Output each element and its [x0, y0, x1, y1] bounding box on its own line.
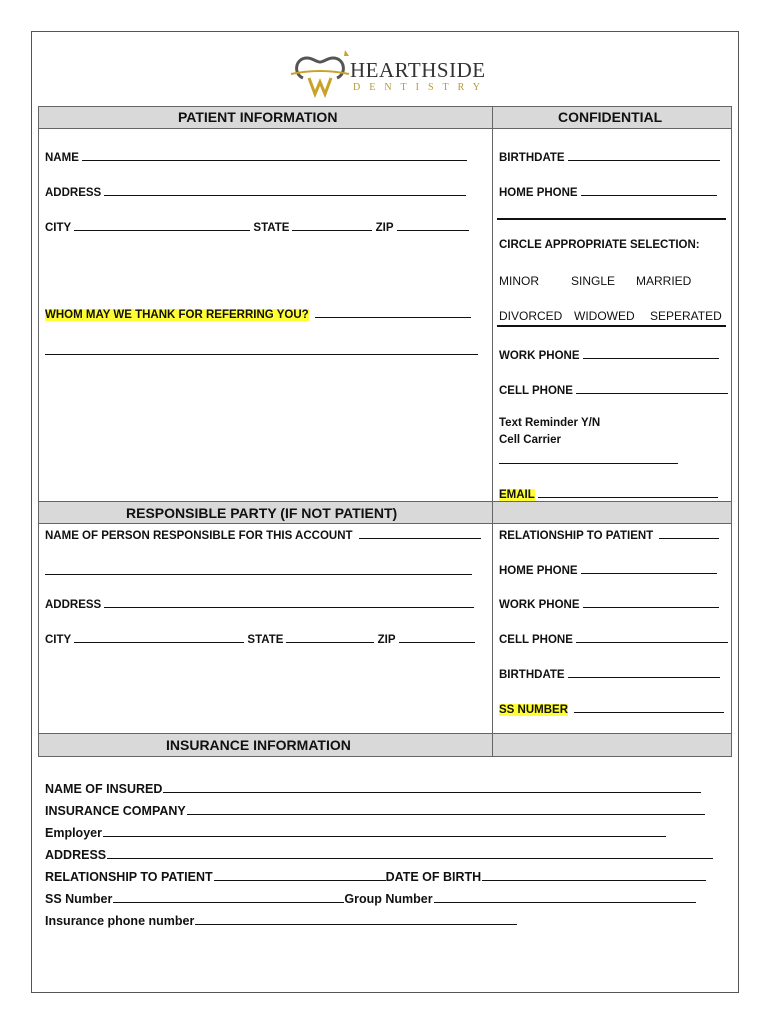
responsible-birthdate-label: BIRTHDATE	[499, 669, 565, 681]
insurance-address-label: ADDRESS	[45, 848, 107, 862]
name-of-insured-field[interactable]	[45, 781, 701, 796]
cell-carrier-line[interactable]	[499, 463, 678, 464]
responsible-name-field[interactable]	[45, 527, 481, 542]
responsible-birthdate-field[interactable]	[499, 666, 720, 681]
responsible-name-line-2[interactable]	[45, 574, 472, 575]
insurance-phone-field[interactable]	[45, 913, 517, 928]
insurance-relationship-label: RELATIONSHIP TO PATIENT	[45, 870, 213, 884]
option-minor[interactable]: MINOR	[499, 274, 539, 288]
insurance-company-label: INSURANCE COMPANY	[45, 804, 186, 818]
patient-name-field[interactable]	[45, 149, 467, 164]
insurance-ss-group-field[interactable]	[45, 891, 696, 906]
confidential-divider-line	[497, 218, 726, 220]
circle-selection-label: CIRCLE APPROPRIATE SELECTION:	[499, 239, 700, 251]
insurance-phone-label: Insurance phone number	[45, 914, 195, 928]
patient-city-label: CITY	[45, 222, 72, 234]
insurance-relationship-dob-field[interactable]	[45, 869, 706, 884]
employer-label: Employer	[45, 826, 102, 840]
patient-info-title: PATIENT INFORMATION	[178, 109, 338, 125]
responsible-party-title: RESPONSIBLE PARTY (IF NOT PATIENT)	[126, 505, 398, 521]
insurance-info-title: INSURANCE INFORMATION	[166, 737, 351, 753]
relationship-label: RELATIONSHIP TO PATIENT	[499, 530, 654, 542]
patient-name-label: NAME	[45, 152, 79, 164]
ss-number-field[interactable]	[499, 701, 724, 716]
work-phone-label: WORK PHONE	[499, 350, 580, 362]
relationship-field[interactable]	[499, 527, 719, 542]
option-seperated[interactable]: SEPERATED	[650, 309, 722, 323]
insurance-info-header-right	[492, 733, 732, 757]
responsible-home-phone-field[interactable]	[499, 562, 717, 577]
marital-options-underline	[497, 325, 726, 327]
option-married[interactable]: MARRIED	[636, 274, 692, 288]
home-phone-field[interactable]	[499, 184, 717, 199]
referral-label: WHOM MAY WE THANK FOR REFERRING YOU?	[45, 309, 309, 321]
responsible-work-phone-field[interactable]	[499, 596, 719, 611]
confidential-title: CONFIDENTIAL	[558, 109, 663, 125]
responsible-address-label: ADDRESS	[45, 599, 102, 611]
responsible-city-label: CITY	[45, 634, 72, 646]
group-number-label: Group Number	[344, 892, 433, 906]
ss-number-label: SS NUMBER	[499, 704, 569, 716]
referral-field[interactable]	[45, 306, 471, 321]
responsible-party-section	[38, 523, 493, 734]
insurance-company-field[interactable]	[45, 803, 705, 818]
birthdate-field[interactable]	[499, 149, 720, 164]
insurance-ss-number-label: SS Number	[45, 892, 113, 906]
brand-subtitle: DENTISTRY	[353, 82, 489, 93]
responsible-name-label: NAME OF PERSON RESPONSIBLE FOR THIS ACCOUNT	[45, 530, 353, 542]
cell-phone-label: CELL PHONE	[499, 385, 573, 397]
responsible-party-header-right	[492, 501, 732, 524]
responsible-work-phone-label: WORK PHONE	[499, 599, 580, 611]
referral-line-2[interactable]	[45, 354, 478, 355]
responsible-home-phone-label: HOME PHONE	[499, 565, 578, 577]
responsible-zip-label: ZIP	[377, 634, 396, 646]
text-reminder-label[interactable]: Text Reminder Y/N	[499, 417, 601, 429]
insurance-address-field[interactable]	[45, 847, 713, 862]
email-label: EMAIL	[499, 489, 535, 501]
brand-name: HEARTHSIDE	[350, 58, 486, 82]
work-phone-field[interactable]	[499, 347, 719, 362]
tooth-logo-icon	[289, 48, 351, 100]
patient-address-label: ADDRESS	[45, 187, 102, 199]
patient-state-label: STATE	[253, 222, 290, 234]
home-phone-label: HOME PHONE	[499, 187, 578, 199]
patient-address-field[interactable]	[45, 184, 466, 199]
cell-phone-field[interactable]	[499, 382, 728, 397]
option-divorced[interactable]: DIVORCED	[499, 309, 563, 323]
responsible-cell-phone-field[interactable]	[499, 631, 728, 646]
responsible-cell-phone-label: CELL PHONE	[499, 634, 573, 646]
date-of-birth-label: DATE OF BIRTH	[385, 870, 482, 884]
employer-field[interactable]	[45, 825, 666, 840]
name-of-insured-label: NAME OF INSURED	[45, 782, 163, 796]
option-single[interactable]: SINGLE	[571, 274, 616, 288]
patient-zip-label: ZIP	[375, 222, 394, 234]
responsible-state-label: STATE	[247, 634, 284, 646]
option-widowed[interactable]: WIDOWED	[574, 309, 635, 323]
patient-city-state-zip-field[interactable]	[45, 219, 469, 234]
cell-carrier-label: Cell Carrier	[499, 434, 562, 446]
responsible-address-field[interactable]	[45, 596, 474, 611]
birthdate-label: BIRTHDATE	[499, 152, 565, 164]
email-field[interactable]	[499, 486, 718, 501]
responsible-city-state-zip-field[interactable]	[45, 631, 475, 646]
